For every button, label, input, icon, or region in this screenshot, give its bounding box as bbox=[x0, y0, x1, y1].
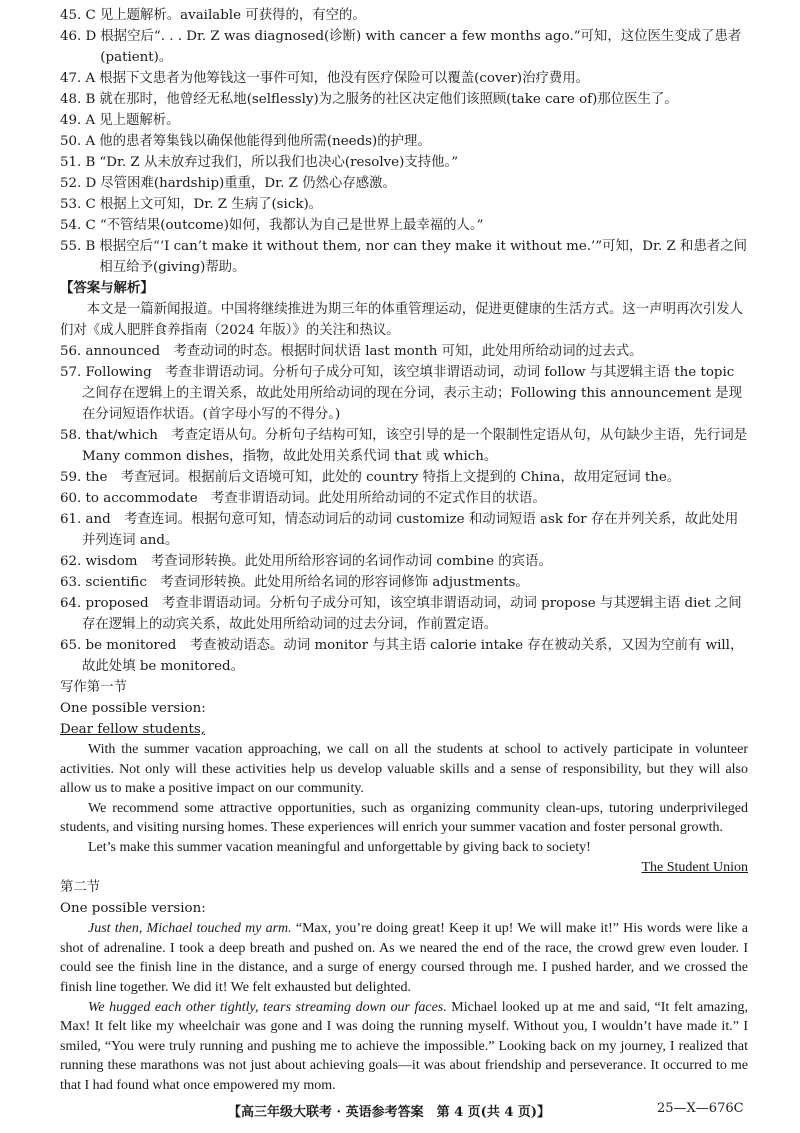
story-paragraph bbox=[60, 998, 748, 1096]
grammar-explanation: 考查非谓语动词。此处用所给动词的不定式作目的状语。 bbox=[211, 491, 546, 506]
answer-number: 55. B bbox=[60, 239, 96, 254]
version-label: One possible version: bbox=[60, 701, 206, 716]
answer-item bbox=[60, 215, 748, 236]
grammar-item bbox=[60, 362, 748, 425]
grammar-explanation: 考查定语从句。分析句子结构可知，该空引导的是一个限制性定语从句，从句缺少主语，先行词是 Many common dishes，指物，故此处用关系代词 that 或 which。 bbox=[82, 428, 748, 464]
grammar-answer: 61. and bbox=[60, 512, 111, 527]
answer-number: 49. A bbox=[60, 113, 96, 128]
story-text: “Max, you’re doing great! Keep it up! We will make it!” His words were like a shot of adrenaline. I took a deep breath and pushed on. As we neared the end of the race, the crowd grew even louder. I could see the finish line in the distance, and a surge of energy coursed through me. I pushed harder, and we crossed the finish line together. We did it! We felt exhausted but delighted. bbox=[60, 921, 748, 995]
answer-text: 见上题解析。available 可获得的，有空的。 bbox=[99, 8, 366, 23]
grammar-explanation: 考查词形转换。此处用所给形容词的名词作动词 combine 的宾语。 bbox=[150, 554, 552, 569]
answer-number: 54. C bbox=[60, 218, 96, 233]
answer-text: 尽管困难(hardship)重重，Dr. Z 仍然心存感激。 bbox=[100, 176, 396, 191]
answer-number: 46. D bbox=[60, 29, 97, 44]
grammar-answer: 59. the bbox=[60, 470, 108, 485]
grammar-explanation: 考查被动语态。动词 monitor 与其主语 calorie intake 存在被动关系，又因为空前有 will，故此处填 be monitored。 bbox=[82, 638, 744, 674]
grammar-answer: 58. that/which bbox=[60, 428, 158, 443]
answer-text: 根据上文可知，Dr. Z 生病了(sick)。 bbox=[99, 197, 323, 212]
footer-code: 25—X—676C bbox=[657, 1101, 744, 1116]
answer-text: 根据下文患者为他筹钱这一事件可知，他没有医疗保险可以覆盖(cover)治疗费用。 bbox=[99, 71, 590, 86]
letter-paragraph: With the summer vacation approaching, we call on all the students at school to actively participate in volunteer activities. Not only will these activities help us develop valuable skills and a sense of responsibility, but they will also allow us to make a positive impact on our community. bbox=[60, 742, 748, 797]
given-opening-sentence: We hugged each other tightly, tears streaming down our faces. bbox=[88, 999, 447, 1015]
letter-salutation: Dear fellow students, bbox=[60, 722, 206, 737]
story-text: Michael looked up at me and said, “It felt amazing, Max! It felt like my wheelchair was gone and I was doing the running myself. Without you, I wouldn’t have made it.” I smiled, “You were truly running and pushing me to achieve the impossible.” Looking back on my journey, I realized that running these marathons was not just about achieving goals—it was about friendship and perseverance. It occurred to me that I had found what once empowered my mom. bbox=[60, 999, 748, 1093]
grammar-item bbox=[60, 635, 748, 677]
version-label: One possible version: bbox=[60, 901, 206, 917]
grammar-explanation: 考查连词。根据句意可知，情态动词后的动词 customize 和动词短语 ask for 存在并列关系，故此处用并列连词 and。 bbox=[82, 512, 739, 548]
answer-item bbox=[60, 173, 748, 194]
answer-text: 根据空后“. . . Dr. Z was diagnosed(诊断) with cancer a few months ago.”可知，这位医生变成了患者(patient)。 bbox=[100, 29, 742, 65]
grammar-answer: 65. be monitored bbox=[60, 638, 177, 653]
grammar-answer: 64. proposed bbox=[60, 596, 149, 611]
grammar-item bbox=[60, 425, 748, 467]
grammar-explanation: 考查冠词。根据前后文语境可知，此处的 country 特指上文提到的 China，故用定冠词 the。 bbox=[120, 470, 681, 485]
answer-item bbox=[60, 236, 748, 278]
writing-section-2-title: 第二节 bbox=[60, 880, 101, 896]
answer-item bbox=[60, 131, 748, 152]
grammar-explanation: 考查非谓语动词。分析句子成分可知，该空填非谓语动词，动词 follow 与其逻辑主语 the topic 之间存在逻辑上的主谓关系，故此处用所给动词的现在分词，表示主动；Following this announcement 是现在分词短语作状语。(首字母小写的不得分。) bbox=[82, 365, 742, 422]
section-heading: 【答案与解析】 bbox=[60, 280, 154, 296]
answer-text: “不管结果(outcome)如何，我都认为自己是世界上最幸福的人。” bbox=[99, 218, 484, 233]
answer-number: 51. B bbox=[60, 155, 96, 170]
answer-item bbox=[60, 5, 748, 26]
grammar-explanation: 考查动词的时态。根据时间状语 last month 可知，此处用所给动词的过去式。 bbox=[173, 344, 643, 359]
answer-text: “Dr. Z 从未放弃过我们，所以我们也决心(resolve)支持他。” bbox=[99, 155, 459, 170]
grammar-item bbox=[60, 572, 748, 593]
answer-number: 50. A bbox=[60, 134, 96, 149]
writing-section-1-title: 写作第一节 bbox=[60, 680, 127, 695]
letter-paragraph: Let’s make this summer vacation meaningful and unforgettable by giving back to society! bbox=[88, 839, 591, 855]
grammar-answers bbox=[60, 341, 748, 677]
answer-text: 见上题解析。 bbox=[99, 113, 180, 128]
grammar-item bbox=[60, 593, 748, 635]
grammar-answer: 57. Following bbox=[60, 365, 152, 380]
answer-item bbox=[60, 68, 748, 89]
answer-item bbox=[60, 110, 748, 131]
cloze-answers bbox=[60, 5, 748, 278]
answer-text: 他的患者筹集钱以确保他能得到他所需(needs)的护理。 bbox=[99, 134, 431, 149]
answer-item bbox=[60, 89, 748, 110]
answer-item bbox=[60, 194, 748, 215]
answer-number: 47. A bbox=[60, 71, 96, 86]
grammar-item bbox=[60, 509, 748, 551]
story-paragraph bbox=[60, 919, 748, 997]
answer-item bbox=[60, 26, 748, 68]
answer-text: 就在那时，他曾经无私地(selflessly)为之服务的社区决定他们该照顾(take care of)那位医生了。 bbox=[99, 92, 678, 107]
answer-text: 根据空后“‘I can’t make it without them, nor can they make it without me.’”可知，Dr. Z 和患者之间相互给予(giving)帮助。 bbox=[99, 239, 747, 275]
grammar-item bbox=[60, 467, 748, 488]
letter-signature: The Student Union bbox=[641, 859, 748, 875]
footer-title: 【高三年级大联考 · 英语参考答案 第 4 页(共 4 页)】 bbox=[228, 1105, 551, 1120]
answer-item bbox=[60, 152, 748, 173]
given-opening-sentence: Just then, Michael touched my arm. bbox=[88, 921, 292, 937]
grammar-answer: 60. to accommodate bbox=[60, 491, 198, 506]
answer-page bbox=[60, 5, 748, 1096]
answer-number: 53. C bbox=[60, 197, 96, 212]
letter-paragraph: We recommend some attractive opportunities, such as organizing community clean-ups, tutoring underprivileged students, and visiting nursing homes. These experiences will enrich your summer vacation and foster personal growth. bbox=[60, 800, 748, 836]
grammar-answer: 62. wisdom bbox=[60, 554, 138, 569]
answer-number: 45. C bbox=[60, 8, 96, 23]
grammar-explanation: 考查非谓语动词。分析句子成分可知，该空填非谓语动词，动词 propose 与其逻辑主语 diet 之间存在逻辑上的动宾关系，故此处用所给动词的过去分词，作前置定语。 bbox=[82, 596, 742, 632]
grammar-explanation: 考查词形转换。此处用所给名词的形容词修饰 adjustments。 bbox=[160, 575, 529, 590]
passage-intro: 本文是一篇新闻报道。中国将继续推进为期三年的体重管理运动，促进更健康的生活方式。这一声明再次引发人们对《成人肥胖食养指南（2024 年版）》的关注和热议。 bbox=[60, 302, 743, 338]
answer-number: 48. B bbox=[60, 92, 96, 107]
grammar-answer: 63. scientific bbox=[60, 575, 147, 590]
grammar-item bbox=[60, 488, 748, 509]
grammar-item bbox=[60, 551, 748, 572]
grammar-item bbox=[60, 341, 748, 362]
answer-number: 52. D bbox=[60, 176, 97, 191]
grammar-answer: 56. announced bbox=[60, 344, 161, 359]
